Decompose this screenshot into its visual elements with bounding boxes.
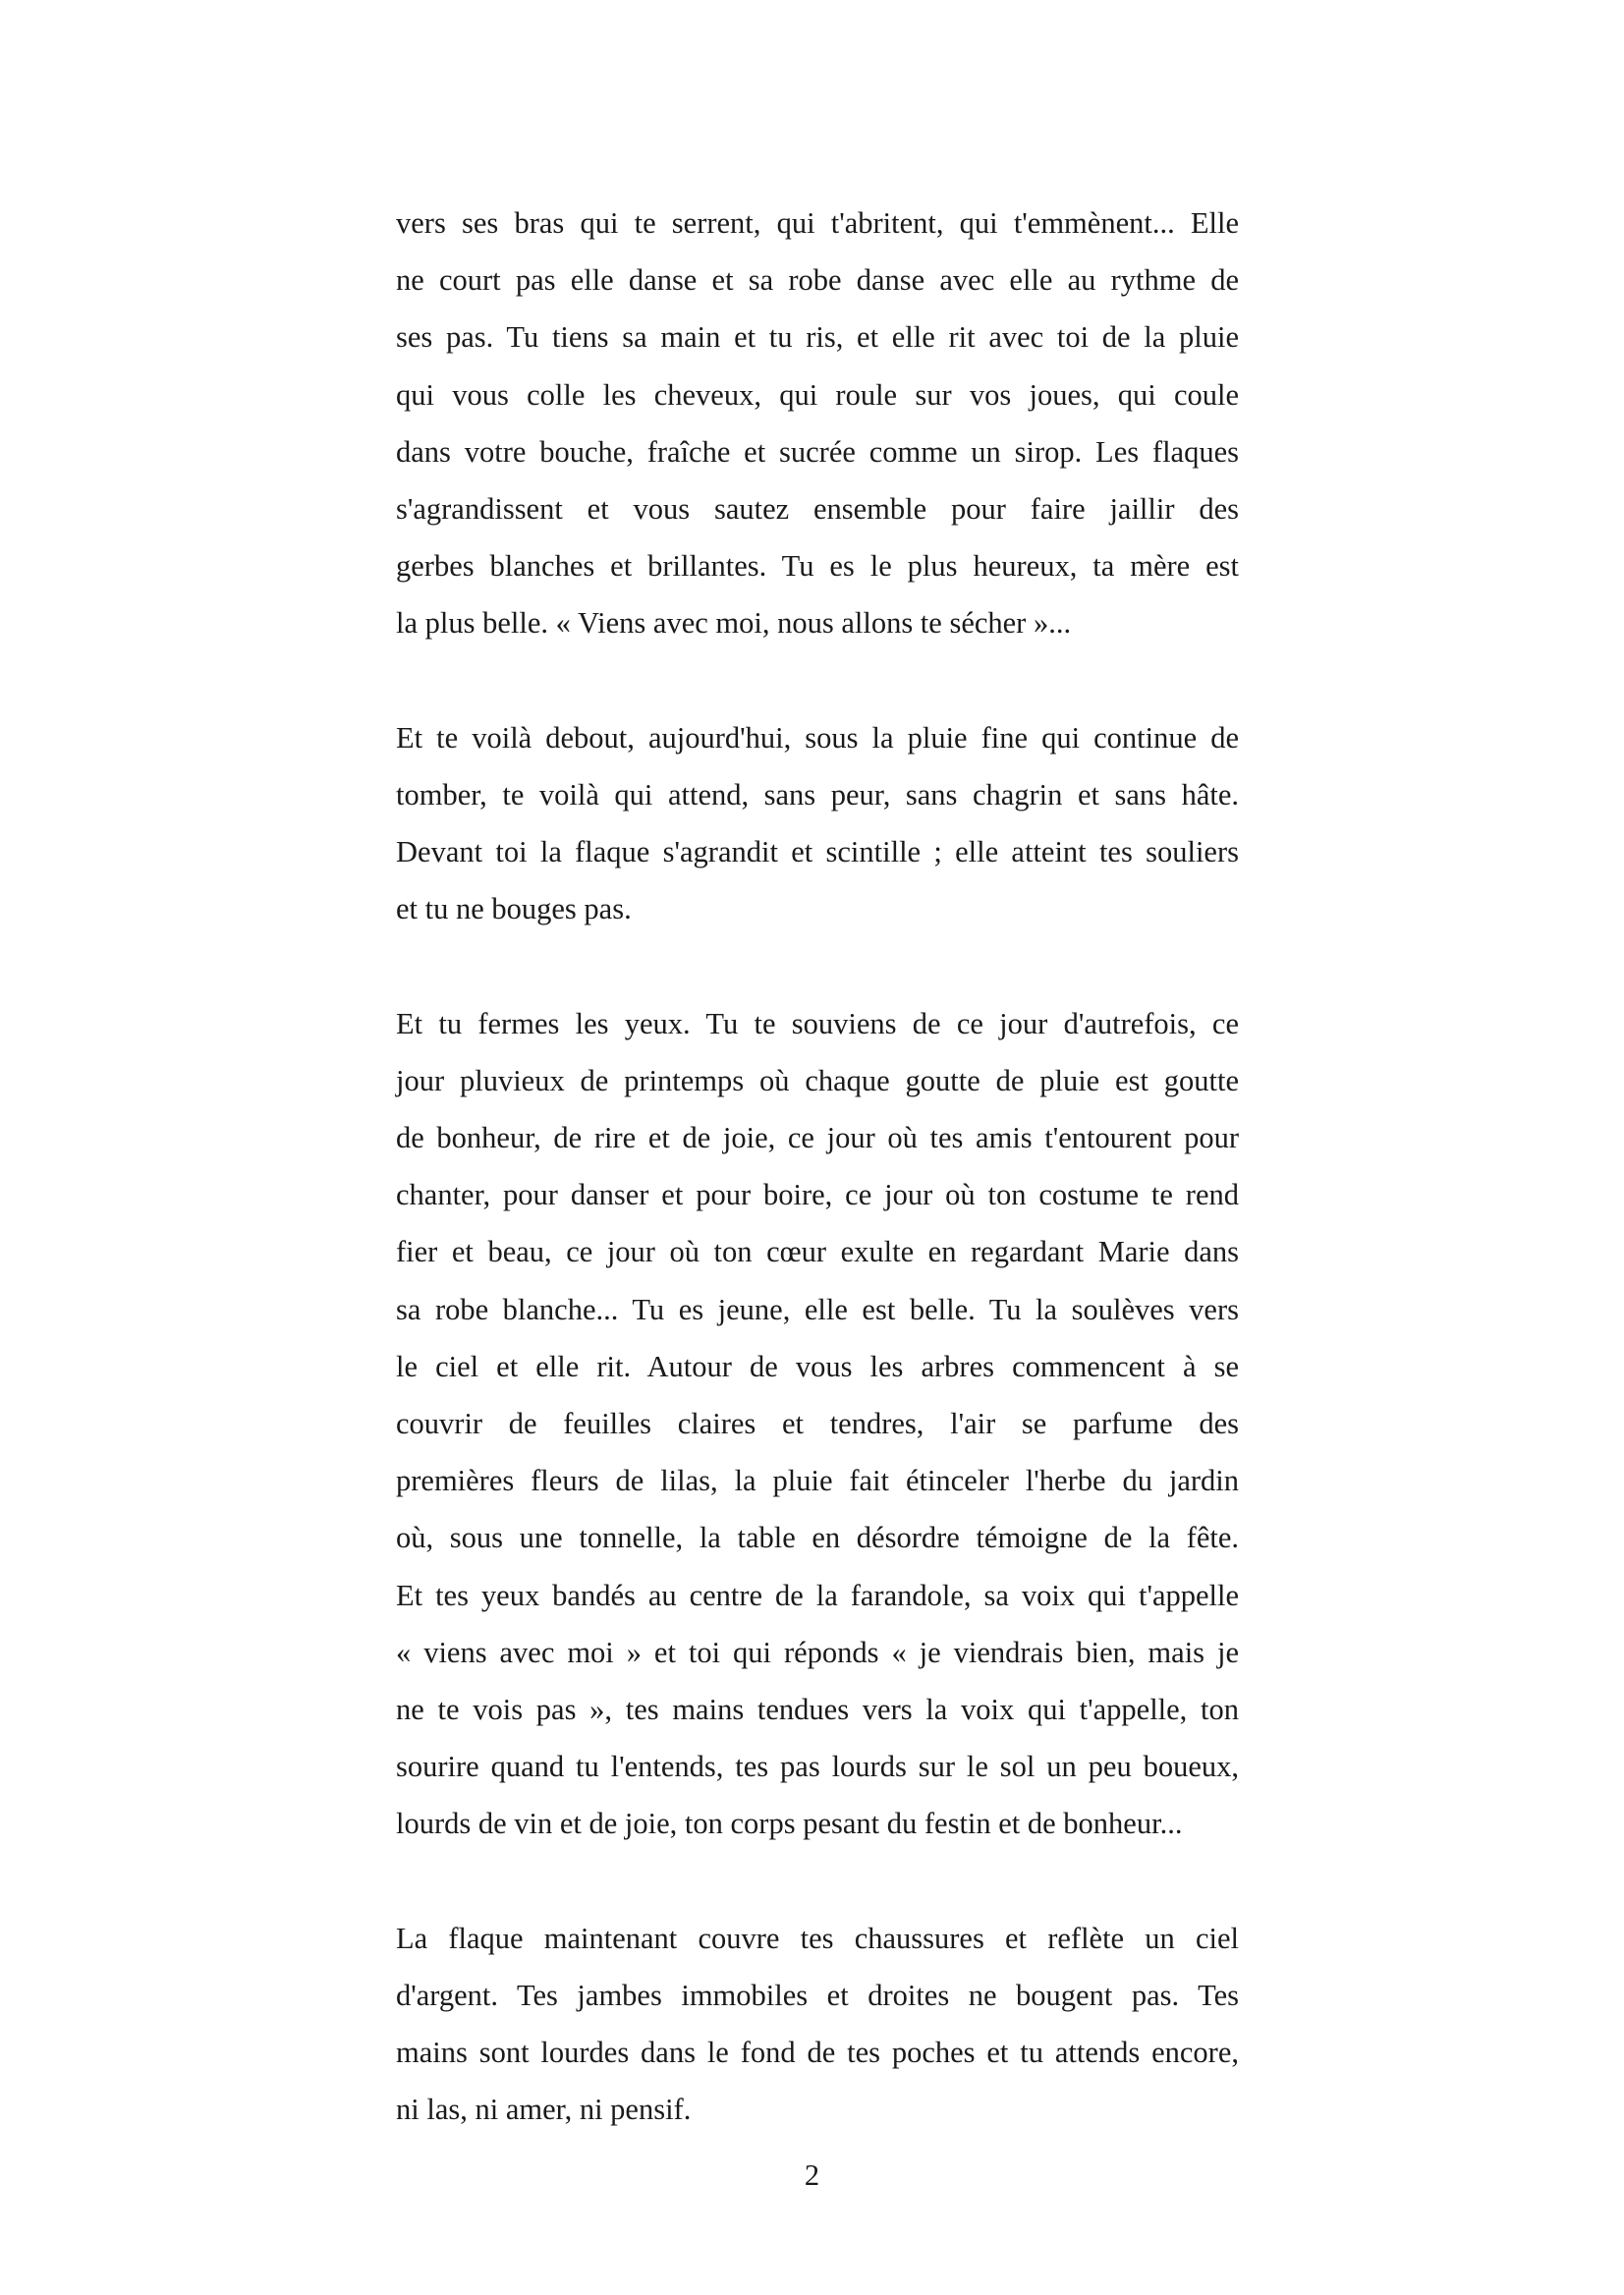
text-line: ne court pas elle danse et sa robe danse avec elle au rythme de xyxy=(396,263,1239,298)
text-line: Devant toi la flaque s'agrandit et scintille ; elle atteint tes souliers xyxy=(396,835,1239,869)
text-line: sourire quand tu l'entends, tes pas lourds sur le sol un peu boueux, xyxy=(396,1750,1239,1784)
text-line: couvrir de feuilles claires et tendres, l'air se parfume des xyxy=(396,1406,1239,1440)
text-line: La flaque maintenant couvre tes chaussures et reflète un ciel xyxy=(396,1921,1239,1955)
text-line: jour pluvieux de printemps où chaque goutte de pluie est goutte xyxy=(396,1063,1239,1097)
text-line: de bonheur, de rire et de joie, ce jour où tes amis t'entourent pour xyxy=(396,1121,1239,1154)
body-text xyxy=(396,195,1239,2138)
paragraph xyxy=(396,709,1239,938)
text-line: qui vous colle les cheveux, qui roule sur vos joues, qui coule xyxy=(396,377,1239,412)
paragraph xyxy=(396,995,1239,1853)
text-line: sa robe blanche... Tu es jeune, elle est belle. Tu la soulèves vers xyxy=(396,1292,1239,1326)
text-line: tomber, te voilà qui attend, sans peur, sans chagrin et sans hâte. xyxy=(396,777,1239,812)
text-line: « viens avec moi » et toi qui réponds « je viendrais bien, mais je xyxy=(396,1635,1239,1669)
text-line: la plus belle. « Viens avec moi, nous allons te sécher »... xyxy=(396,606,1072,641)
text-line: vers ses bras qui te serrent, qui t'abritent, qui t'emmènent... Elle xyxy=(396,206,1239,240)
text-line: où, sous une tonnelle, la table en désordre témoigne de la fête. xyxy=(396,1521,1239,1555)
text-line: ni las, ni amer, ni pensif. xyxy=(396,2093,692,2127)
text-line: fier et beau, ce jour où ton cœur exulte en regardant Marie dans xyxy=(396,1235,1239,1269)
text-line: ne te vois pas », tes mains tendues vers la voix qui t'appelle, ton xyxy=(396,1692,1239,1726)
text-line: Et tes yeux bandés au centre de la farandole, sa voix qui t'appelle xyxy=(396,1578,1239,1612)
text-line: ses pas. Tu tiens sa main et tu ris, et elle rit avec toi de la pluie xyxy=(396,320,1239,355)
text-line: dans votre bouche, fraîche et sucrée comme un sirop. Les flaques xyxy=(396,434,1239,469)
text-line: s'agrandissent et vous sautez ensemble pour faire jaillir des xyxy=(396,491,1239,526)
text-line: Et te voilà debout, aujourd'hui, sous la pluie fine qui continue de xyxy=(396,720,1239,755)
text-line: mains sont lourdes dans le fond de tes poches et tu attends encore, xyxy=(396,2036,1239,2069)
text-line: le ciel et elle rit. Autour de vous les arbres commencent à se xyxy=(396,1349,1239,1383)
text-line: et tu ne bouges pas. xyxy=(396,892,632,926)
paragraph xyxy=(396,1910,1239,2139)
paragraph xyxy=(396,195,1239,652)
text-line: chanter, pour danser et pour boire, ce jour où ton costume te rend xyxy=(396,1178,1239,1212)
page-number: 2 xyxy=(804,2158,820,2192)
text-line: premières fleurs de lilas, la pluie fait étinceler l'herbe du jardin xyxy=(396,1464,1239,1498)
text-line: d'argent. Tes jambes immobiles et droites ne bougent pas. Tes xyxy=(396,1978,1239,2012)
text-line: Et tu fermes les yeux. Tu te souviens de ce jour d'autrefois, ce xyxy=(396,1006,1239,1040)
text-line: gerbes blanches et brillantes. Tu es le plus heureux, ta mère est xyxy=(396,549,1239,584)
text-line: lourds de vin et de joie, ton corps pesant du festin et de bonheur... xyxy=(396,1807,1183,1841)
